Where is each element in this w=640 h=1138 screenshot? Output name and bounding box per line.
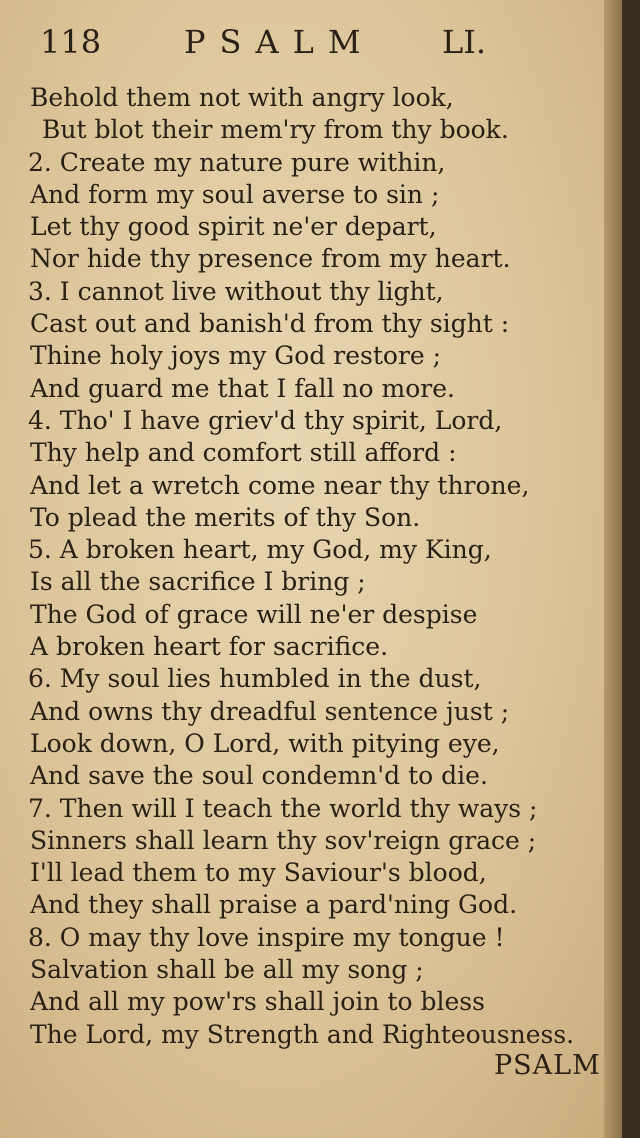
psalm-text <box>30 82 600 1051</box>
text-line: A broken heart for sacrifice. <box>30 632 389 662</box>
stanza-start-line: 3. I cannot live without thy light, <box>28 276 444 306</box>
text-line: The God of grace will ne'er despise <box>30 599 478 629</box>
stanza-start-line: 6. My soul lies humbled in the dust, <box>28 664 482 694</box>
text-line: And guard me that I fall no more. <box>30 373 455 403</box>
text-line: But blot their mem'ry from thy book. <box>42 115 509 145</box>
text-line: I'll lead them to my Saviour's blood, <box>30 858 487 888</box>
text-line: Is all the sacrifice I bring ; <box>30 567 366 597</box>
text-line: And owns thy dreadful sentence just ; <box>30 696 510 726</box>
stanza-start-line: 2. Create my nature pure within, <box>28 147 446 177</box>
psalm-number: LI. <box>442 23 487 61</box>
stanza-start-line: 4. Tho' I have griev'd thy spirit, Lord, <box>28 405 503 435</box>
text-line: Let thy good spirit ne'er depart, <box>30 212 437 242</box>
text-line: Thine holy joys my God restore ; <box>30 341 442 371</box>
text-line: Sinners shall learn thy sov'reign grace ; <box>30 825 537 855</box>
text-line: Look down, O Lord, with pitying eye, <box>30 728 500 758</box>
text-line: And all my pow'rs shall join to bless <box>30 987 485 1017</box>
text-line: And save the soul condemn'd to die. <box>30 761 488 791</box>
text-line: Behold them not with angry look, <box>30 83 454 112</box>
text-line: And they shall praise a pard'ning God. <box>30 890 518 920</box>
stanza-start-line: 5. A broken heart, my God, my King, <box>28 535 492 565</box>
text-line: Nor hide thy presence from my heart. <box>30 244 511 274</box>
text-line: Cast out and banish'd from thy sight : <box>30 309 510 339</box>
text-line: Salvation shall be all my song ; <box>30 955 424 985</box>
psalm-title: PSALM <box>184 23 375 61</box>
text-line: The Lord, my Strength and Righteousness. <box>30 1019 575 1049</box>
page-number: 118 <box>40 23 102 61</box>
text-line: And let a wretch come near thy throne, <box>30 470 530 500</box>
text-line: To plead the merits of thy Son. <box>30 502 421 532</box>
stanza-start-line: 8. O may thy love inspire my tongue ! <box>28 922 505 952</box>
text-line: And form my soul averse to sin ; <box>30 179 440 209</box>
text-line: Thy help and comfort still afford : <box>30 438 457 468</box>
stanza-start-line: 7. Then will I teach the world thy ways ; <box>28 793 538 823</box>
page-edge <box>604 0 622 1138</box>
running-head <box>32 22 532 62</box>
catchword: PSALM <box>494 1050 601 1081</box>
